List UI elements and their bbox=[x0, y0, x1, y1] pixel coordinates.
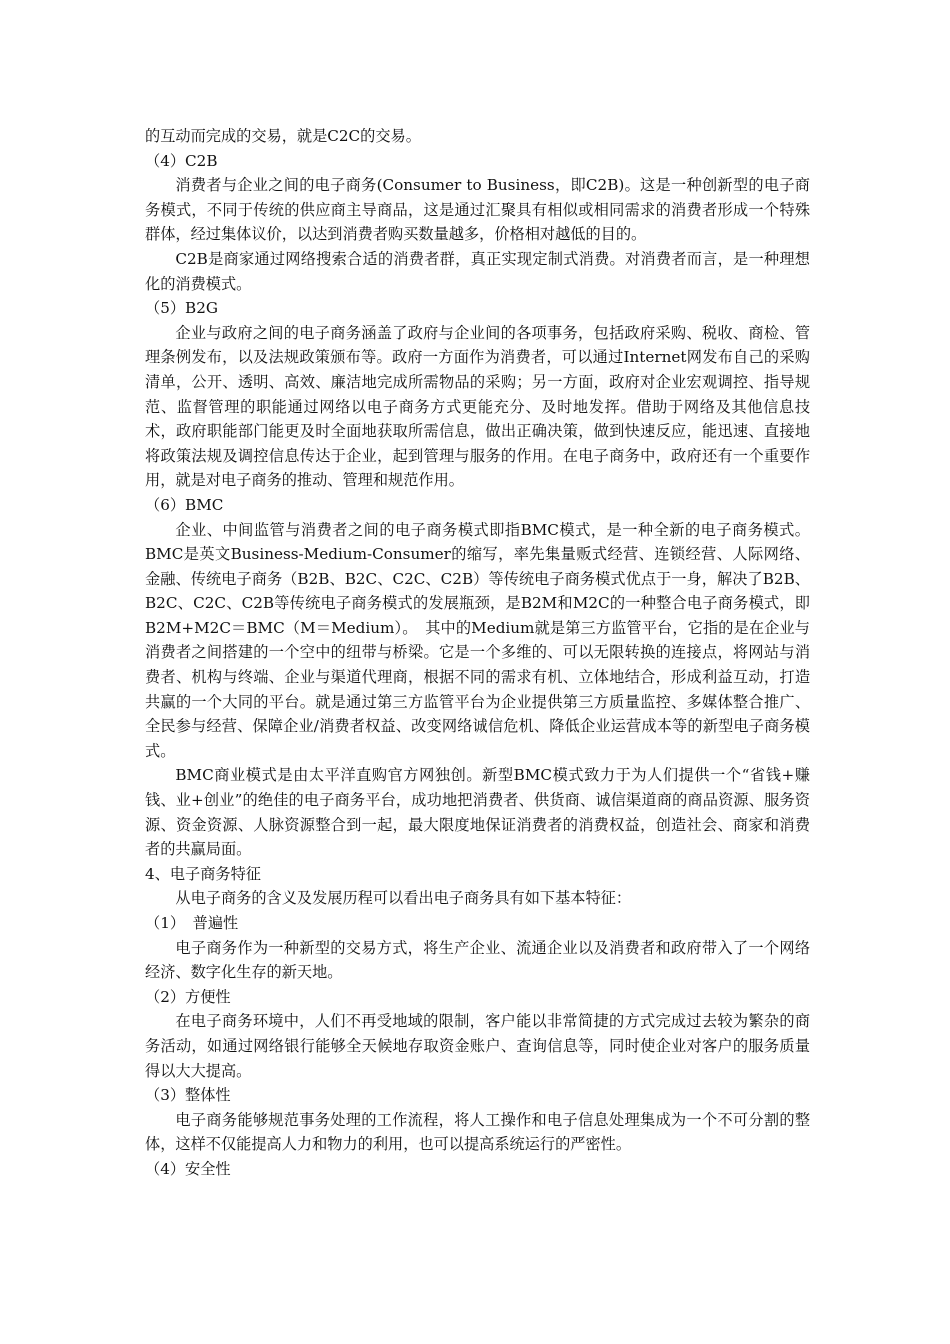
paragraph-c2b-custom: C2B是商家通过网络搜索合适的消费者群，真正实现定制式消费。对消费者而言，是一种理想化的消费模式。 bbox=[145, 249, 810, 293]
paragraph-c2c-end: 的互动而完成的交易，就是C2C的交易。 bbox=[145, 127, 421, 145]
paragraph-bmc-definition: 企业、中间监管与消费者之间的电子商务模式即指BMC模式，是一种全新的电子商务模式。BMC是英文Business-Medium-Consumer的缩写，率先集量贩式经营、连锁经营、人际网络、金融、传统电子商务（B2B、B2C、C2C、C2B）等传统电子商务模式优点于一身，解决了B2B、B2C、C2C、C2B等传统电子商务模式的发展瓶颈，是B2M和M2C的一种整合电子商务模式，即B2M+M2C＝BMC（M＝Medium）。 其中的Medium就是第三方监管平台，它指的是在企业与消费者之间搭建的一个空中的纽带与桥梁。它是一个多维的、可以无限转换的连接点，将网站与消费者、机构与终端、企业与渠道代理商，根据不同的需求有机、立体地结合，形成利益互动，打造共赢的一个大同的平台。就是通过第三方监管平台为企业提供第三方质量监控、多媒体整合推广、全民参与经营、保障企业/消费者权益、改变网络诚信危机、降低企业运营成本等的新型电子商务模式。 bbox=[145, 520, 810, 760]
section-title-features: 4、电子商务特征 bbox=[145, 864, 261, 883]
paragraph-bmc-origin: BMC商业模式是由太平洋直购官方网独创。新型BMC模式致力于为人们提供一个“省钱+赚钱、业+创业”的绝佳的电子商务平台，成功地把消费者、供货商、诚信渠道商的商品资源、服务资源、资金资源、人脉资源整合到一起，最大限度地保证消费者的消费权益，创造社会、商家和消费者的共赢局面。 bbox=[145, 766, 810, 859]
paragraph-convenience: 在电子商务环境中，人们不再受地域的限制，客户能以非常简捷的方式完成过去较为繁杂的商务活动，如通过网络银行能够全天候地存取资金账户、查询信息等，同时使企业对客户的服务质量得以大大提高。 bbox=[145, 1012, 810, 1080]
paragraph-c2b-definition: 消费者与企业之间的电子商务(Consumer to Business，即C2B)。这是一种创新型的电子商务模式，不同于传统的供应商主导商品，这是通过汇聚具有相似或相同需求的消费者形成一个特殊群体，经过集体议价，以达到消费者购买数量越多，价格相对越低的目的。 bbox=[145, 176, 810, 244]
heading-bmc: （6）BMC bbox=[145, 495, 224, 514]
heading-b2g: （5）B2G bbox=[145, 299, 218, 318]
paragraph-universality: 电子商务作为一种新型的交易方式，将生产企业、流通企业以及消费者和政府带入了一个网络经济、数字化生存的新天地。 bbox=[145, 938, 810, 982]
heading-universality: （1） 普遍性 bbox=[145, 914, 239, 932]
document-page bbox=[145, 124, 810, 1182]
heading-c2b: （4）C2B bbox=[145, 151, 218, 170]
heading-convenience: （2）方便性 bbox=[145, 987, 231, 1006]
paragraph-features-intro: 从电子商务的含义及发展历程可以看出电子商务具有如下基本特征： bbox=[175, 889, 632, 908]
paragraph-integrity: 电子商务能够规范事务处理的工作流程，将人工操作和电子信息处理集成为一个不可分割的整体，这样不仅能提高人力和物力的利用，也可以提高系统运行的严密性。 bbox=[145, 1110, 810, 1154]
heading-security: （4）安全性 bbox=[145, 1159, 231, 1178]
paragraph-b2g: 企业与政府之间的电子商务涵盖了政府与企业间的各项事务，包括政府采购、税收、商检、管理条例发布，以及法规政策颁布等。政府一方面作为消费者，可以通过Internet网发布自己的采购清单，公开、透明、高效、廉洁地完成所需物品的采购；另一方面，政府对企业宏观调控、指导规范、监督管理的职能通过网络以电子商务方式更能充分、及时地发挥。借助于网络及其他信息技术，政府职能部门能更及时全面地获取所需信息，做出正确决策，做到快速反应，能迅速、直接地将政策法规及调控信息传达于企业，起到管理与服务的作用。在电子商务中，政府还有一个重要作用，就是对电子商务的推动、管理和规范作用。 bbox=[145, 323, 810, 490]
heading-integrity: （3）整体性 bbox=[145, 1086, 231, 1105]
